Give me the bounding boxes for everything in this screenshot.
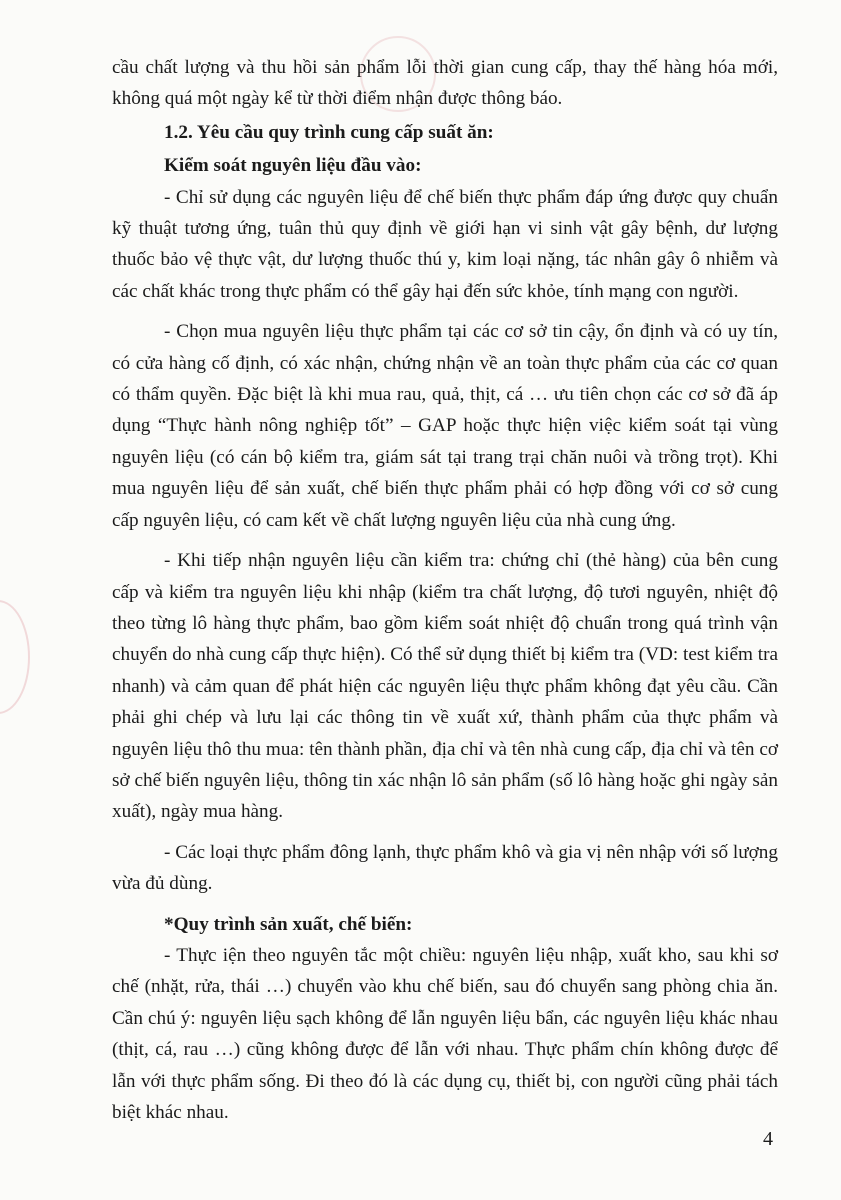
subsection-heading: Kiểm soát nguyên liệu đầu vào: [164, 155, 422, 177]
paragraph: - Chọn mua nguyên liệu thực phẩm tại các cơ sở tin cậy, ổn định và có uy tín, có cửa hàng cố định, có xác nhận, chứng nhận về an toàn thực phẩm của các cơ quan có thẩm quyền. Đặc biệt là khi mua rau, quả, thịt, cá … ưu tiên chọn các cơ sở đã áp dụng “Thực hành nông nghiệp tốt” – GAP hoặc thực hiện việc kiểm soát tại vùng nguyên liệu (có cán bộ kiểm tra, giám sát tại trang trại chăn nuôi và trồng trọt). Khi mua nguyên liệu để sản xuất, chế biến thực phẩm phải có hợp đồng với cơ sở cung cấp nguyên liệu, có cam kết về chất lượng nguyên liệu của nhà cung ứng. [112, 321, 778, 531]
document-body [112, 52, 778, 1128]
page-number: 4 [763, 1128, 773, 1150]
section-heading: 1.2. Yêu cầu quy trình cung cấp suất ăn: [164, 121, 494, 143]
paragraph: - Khi tiếp nhận nguyên liệu cần kiểm tra: chứng chỉ (thẻ hàng) của bên cung cấp và kiểm tra nguyên liệu khi nhập (kiểm tra chất lượng, độ tươi nguyên, nhiệt độ theo từng lô hàng thực phẩm, bao gồm kiểm soát nhiệt độ chuẩn trong quá trình vận chuyển do nhà cung cấp thực hiện). Có thể sử dụng thiết bị kiểm tra (VD: test kiểm tra nhanh) và cảm quan để phát hiện các nguyên liệu thực phẩm không đạt yêu cầu. Cần phải ghi chép và lưu lại các thông tin về xuất xứ, thành phẩm của thực phẩm và nguyên liệu thô thu mua: tên thành phần, địa chỉ và tên nhà cung cấp, địa chỉ và tên cơ sở chế biến nguyên liệu, thông tin xác nhận lô sản phẩm (số lô hàng hoặc ghi ngày sản xuất), ngày mua hàng. [112, 550, 778, 823]
subsection-heading: *Quy trình sản xuất, chế biến: [164, 913, 413, 935]
paragraph-continuation: cầu chất lượng và thu hồi sản phẩm lỗi thời gian cung cấp, thay thế hàng hóa mới, không quá một ngày kể từ thời điểm nhận được thông báo. [112, 57, 778, 110]
paragraph: - Chỉ sử dụng các nguyên liệu để chế biến thực phẩm đáp ứng được quy chuẩn kỹ thuật tương ứng, tuân thủ quy định về giới hạn vi sinh vật gây bệnh, dư lượng thuốc bảo vệ thực vật, dư lượng thuốc thú y, kim loại nặng, tác nhân gây ô nhiễm và các chất khác trong thực phẩm có thể gây hại đến sức khỏe, tính mạng con người. [112, 186, 778, 302]
paragraph: - Thực iện theo nguyên tắc một chiều: nguyên liệu nhập, xuất kho, sau khi sơ chế (nhặt, rửa, thái …) chuyển vào khu chế biến, sau đó chuyển sang phòng chia ăn. Cần chú ý: nguyên liệu sạch không để lẫn nguyên liệu bẩn, các nguyên liệu khác nhau (thịt, cá, rau …) cũng không được để lẫn với nhau. Thực phẩm chín không được để lẫn với thực phẩm sống. Đi theo đó là các dụng cụ, thiết bị, con người cũng phải tách biệt khác nhau. [112, 944, 778, 1123]
stamp-mark-left [0, 600, 30, 714]
paragraph: - Các loại thực phẩm đông lạnh, thực phẩm khô và gia vị nên nhập với số lượng vừa đủ dùng. [112, 841, 778, 895]
